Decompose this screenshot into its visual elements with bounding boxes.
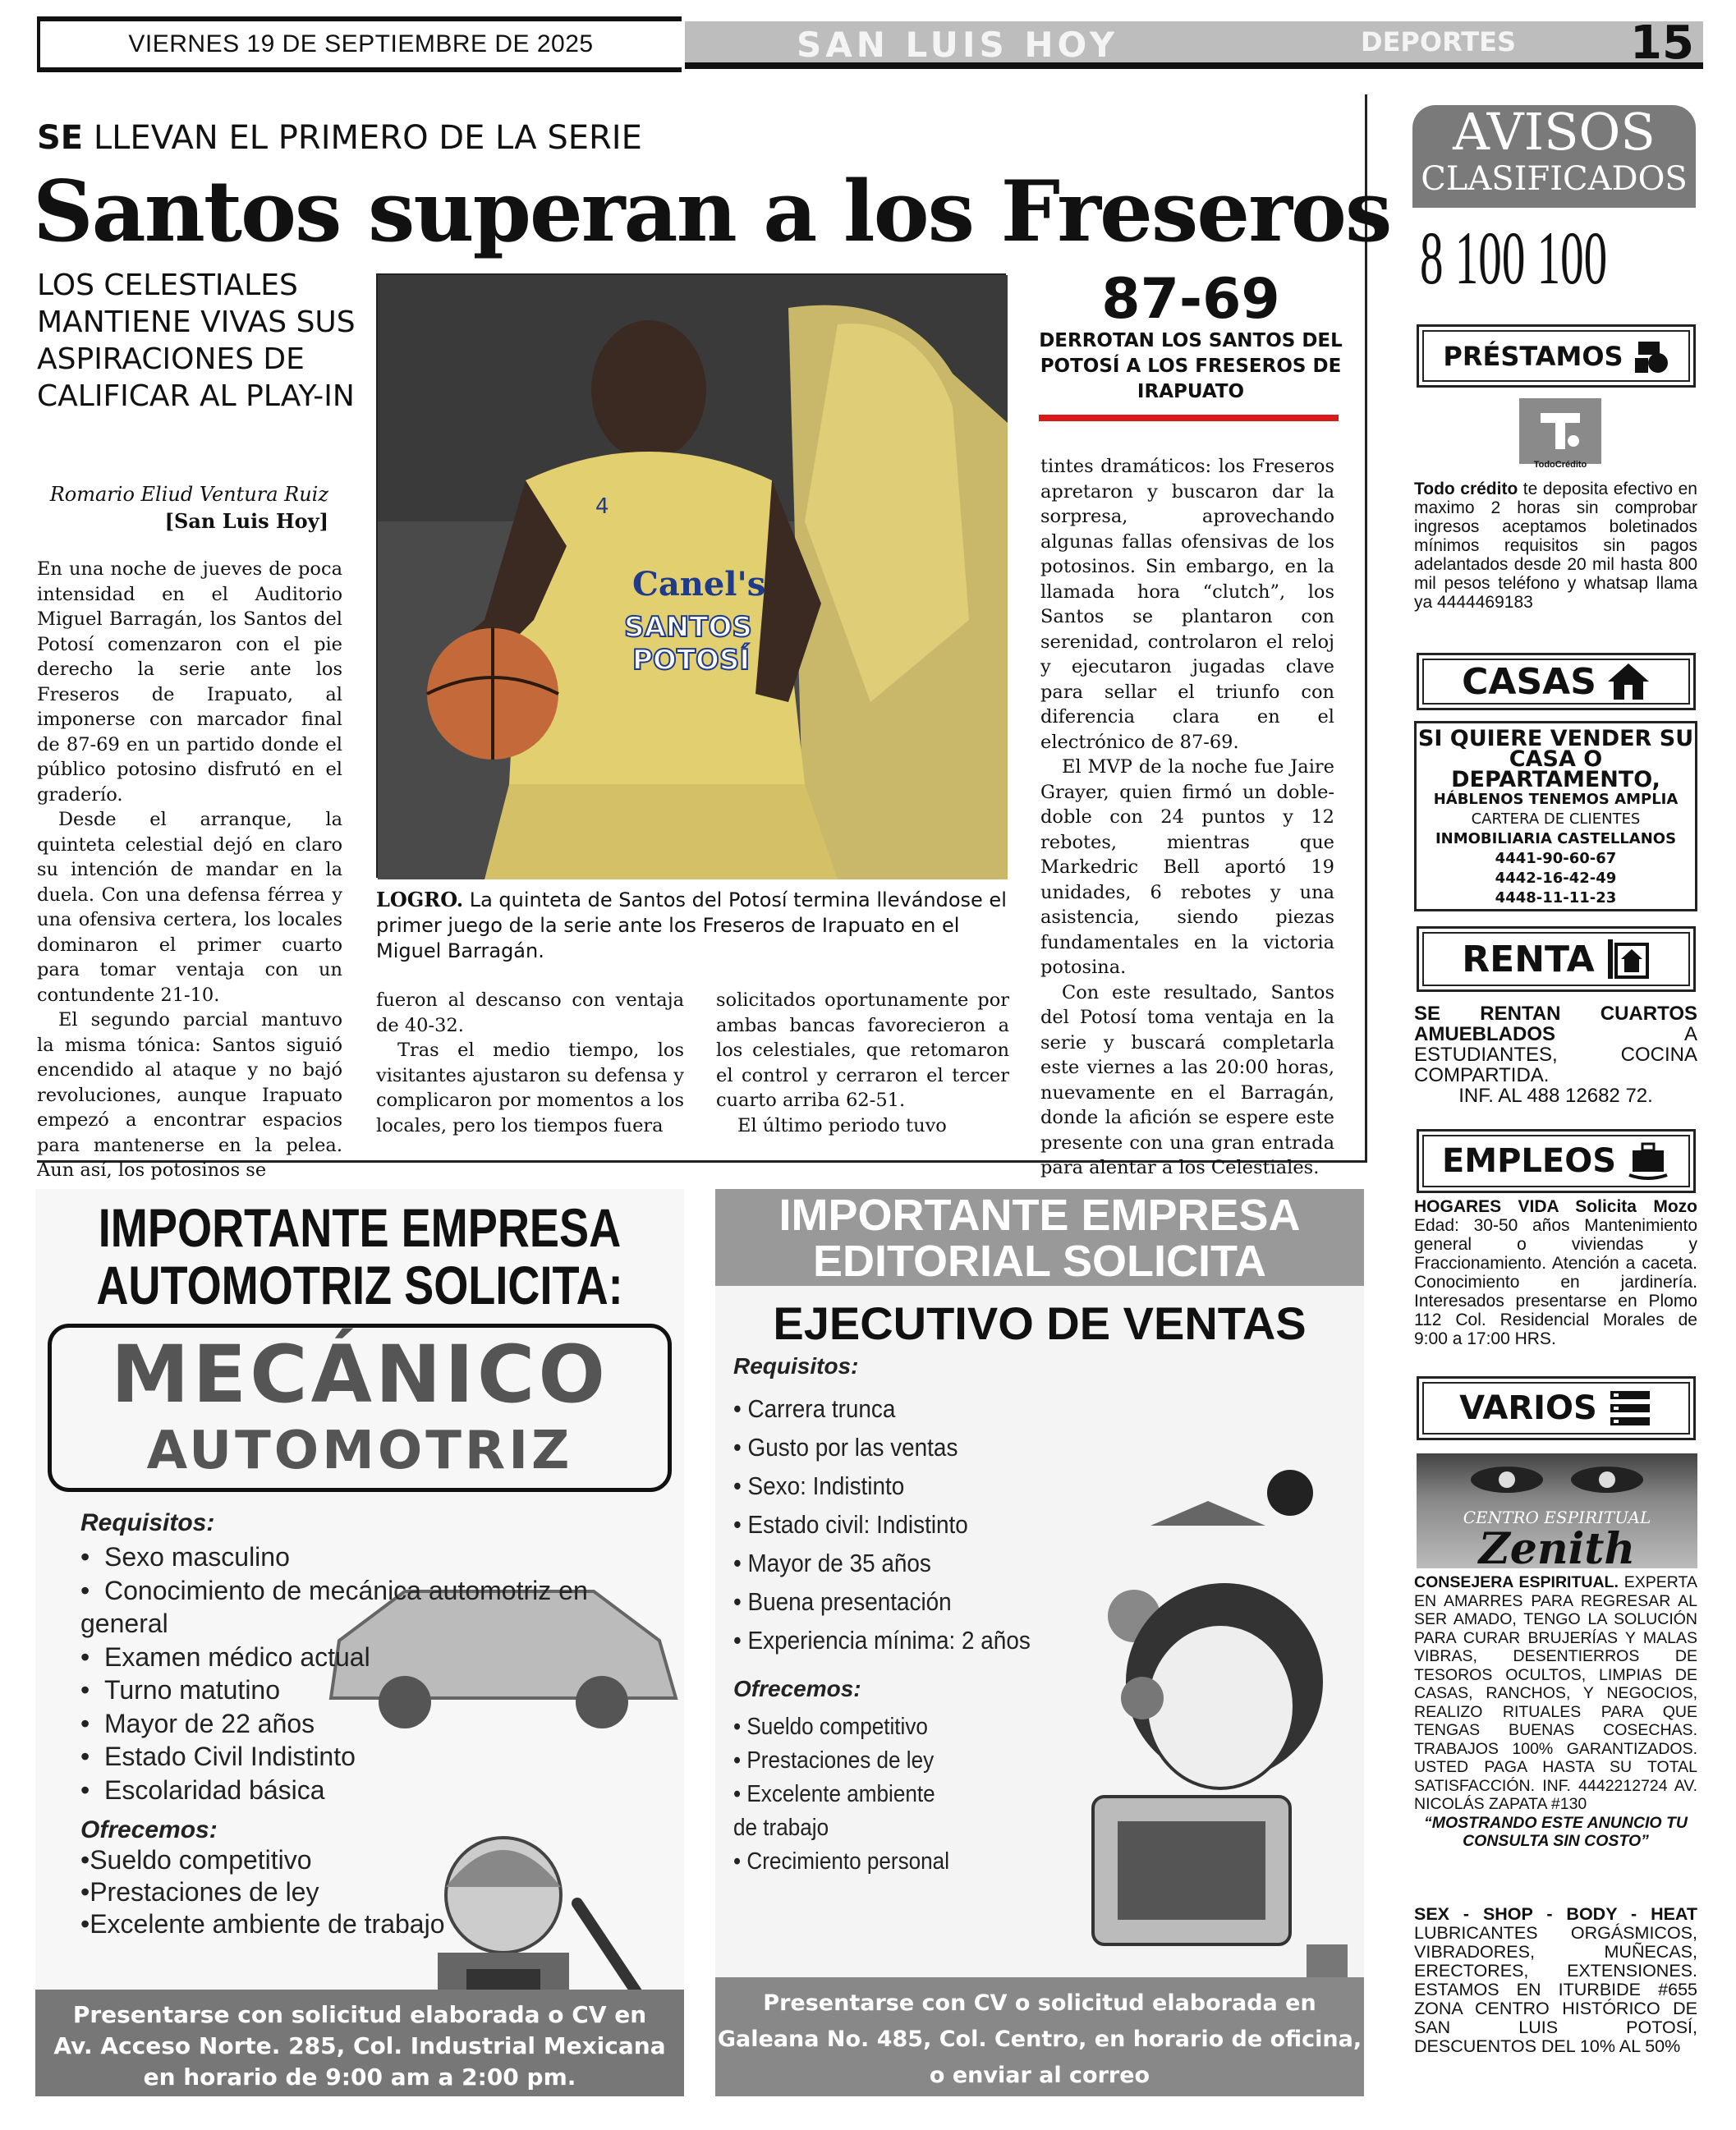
zenith-subtitle: CENTRO ESPIRITUAL xyxy=(1463,1508,1651,1527)
sexshop-text xyxy=(1414,1905,1697,2056)
score-subtitle: DERROTAN LOS SANTOS DEL POTOSÍ A LOS FRESEROS DE IRAPUATO xyxy=(1039,330,1343,402)
offer-item: • Crecimiento personal xyxy=(733,1848,950,1875)
requirement-text: Conocimiento de mecánica automotriz en general xyxy=(80,1575,588,1638)
renta-info: INF. AL 488 12682 72. xyxy=(1458,1085,1653,1107)
ad-mecanico-footer-line: en horario de 9:00 am a 2:00 pm. xyxy=(143,2063,576,2091)
paragraph: tintes dramáticos: los Freseros apretaron y buscaron dar la sorpresa, aprovechando algunas fallas ofensivas de los potosinos. Sin embargo, en la llamada hora “clutch”, los Santos se plantaron con serenidad, controlaron el reloj y ejecutaron jugadas clave para sellar el triunfo con diferencia clara en el electrónico de 87-69. xyxy=(1040,456,1334,753)
ad-editorial-footer-line: o enviar al correo recursos.humanos@pulsoslp.com.mx xyxy=(808,2063,1271,2124)
consejera-text xyxy=(1414,1573,1697,1851)
article-deck: LOS CELESTIALES MANTIENE VIVAS SUS ASPIRACIONES DE CALIFICAR AL PLAY-IN xyxy=(37,269,356,413)
sexshop-body: LUBRICANTES ORGÁSMICOS, VIBRADORES, MUÑECAS, ERECTORES, EXTENSIONES. ESTAMOS EN ITURBIDE #655 ZONA CENTRO HISTÓRICO DE SAN LUIS POTOSÍ, DESCUENTOS DEL 10% AL 50% xyxy=(1414,1923,1697,2056)
classifieds-phone-number: 8 100 100 xyxy=(1420,216,1608,300)
article-column-1 xyxy=(37,557,342,1183)
requirement-item: • Experiencia mínima: 2 años xyxy=(733,1626,1031,1655)
todocredito-logo xyxy=(1519,398,1601,464)
caption-bold: LOGRO. xyxy=(376,888,464,911)
consejera-quote: “MOSTRANDO ESTE ANUNCIO TU CONSULTA SIN COSTO” xyxy=(1423,1813,1688,1850)
article-column-2 xyxy=(376,988,684,1138)
requirement-item: • Examen médico actual xyxy=(80,1641,370,1672)
caption-text: La quinteta de Santos del Potosí termina llevándose el primer juego de la serie ante los Freseros de Irapuato en el Miguel Barragán. xyxy=(376,888,1007,962)
publication-name: SAN LUIS HOY xyxy=(797,25,1119,65)
basketball-player-illustration xyxy=(378,275,1008,879)
offer-item: •Prestaciones de ley xyxy=(80,1877,319,1907)
category-empleos xyxy=(1417,1129,1696,1193)
category-renta xyxy=(1417,926,1696,992)
casas-line-1: SI QUIERE VENDER SU CASA O DEPARTAMENTO, xyxy=(1417,726,1694,792)
renta-body: A ESTUDIANTES, COCINA COMPARTIDA. xyxy=(1414,1023,1697,1086)
author-name: Romario Eliud Ventura Ruiz xyxy=(49,483,328,506)
ad-mecanico-footer-line: Presentarse con solicitud elaborada o CV en xyxy=(72,2001,647,2028)
requirement-item: • Carrera trunca xyxy=(733,1394,896,1423)
ad-editorial-title-1: IMPORTANTE EMPRESA xyxy=(778,1191,1301,1240)
jersey-sponsor: Canel's xyxy=(632,565,766,604)
kicker-bold: SE xyxy=(37,119,84,157)
article-photo xyxy=(376,273,1006,878)
category-label: CASAS xyxy=(1462,660,1596,703)
article-column-3 xyxy=(716,988,1009,1138)
section-name: DEPORTES xyxy=(1361,26,1517,57)
empleos-body: Edad: 30-50 años Mantenimiento general o viviendas y Fraccionamiento. Atención a caceta. Conocimiento en jardinería. Interesados presentarse en Plomo 112 Col. Residencial Morales de 9:00 a 17:00 HRS. xyxy=(1414,1216,1697,1348)
requirement-item: • Escolaridad básica xyxy=(80,1774,325,1805)
requirement-item: • Buena presentación xyxy=(733,1587,952,1616)
casas-phone: 4448-11-11-23 xyxy=(1495,889,1617,907)
requirement-text: Examen médico actual xyxy=(103,1641,370,1672)
classifieds-title-box xyxy=(1412,102,1696,208)
requirement-item: • Sexo: Indistinto xyxy=(733,1471,905,1500)
article-headline: Santos superan a los Freseros xyxy=(33,163,1391,261)
ad-mecanico-role-box xyxy=(48,1324,672,1492)
prestamos-body: te deposita efectivo en maximo 2 horas sin comprobar ingresos aceptamos boletinados mínimos requisitos sin pagos adelantados desde 20 mil hasta 800 mil pesos teléfono y whatsap llama ya 4444469183 xyxy=(1414,480,1697,612)
ad-mecanico xyxy=(35,1189,684,2096)
offer-item: • Sueldo competitivo xyxy=(733,1714,928,1740)
requirement-text: Escolaridad básica xyxy=(103,1774,325,1805)
rent-building-icon xyxy=(1605,936,1651,982)
ad-editorial xyxy=(715,1189,1364,2124)
requirement-text: Sexo masculino xyxy=(103,1542,290,1572)
ad-mecanico-req-title: Requisitos: xyxy=(80,1509,215,1536)
offer-item: • Prestaciones de ley xyxy=(733,1747,935,1774)
offer-item: • Excelente ambiente de trabajo xyxy=(733,1781,935,1841)
jersey-team-1: SANTOS xyxy=(624,611,752,644)
category-prestamos xyxy=(1417,324,1696,388)
score-highlight: 87-69 xyxy=(1101,267,1280,332)
zenith-name: Zenith xyxy=(1478,1524,1636,1574)
ad-editorial-req-title: Requisitos: xyxy=(733,1353,859,1379)
jersey-team-2: POTOSÍ xyxy=(632,644,751,677)
ad-mecanico-requirements xyxy=(80,1509,606,1940)
empleos-text xyxy=(1414,1197,1697,1348)
money-icon xyxy=(1633,338,1669,374)
paragraph: El MVP de la noche fue Jaire Grayer, quien firmó un doble-doble con 24 puntos y 12 rebotes, mientras que Markedric Bell aportó 19 unidades, 6 rebotes y una asistencia, siendo piezas fundamentales en la victoria potosina. xyxy=(1040,756,1334,978)
todocredito-logo-mark xyxy=(1536,406,1585,456)
page-number: 15 xyxy=(1630,16,1694,70)
category-label: EMPLEOS xyxy=(1441,1142,1617,1180)
article-column-4 xyxy=(1040,454,1334,1181)
header-date: VIERNES 19 DE SEPTIEMBRE DE 2025 xyxy=(128,30,594,57)
category-varios xyxy=(1417,1376,1696,1440)
paragraph: El segundo parcial mantuvo la misma tónica: Santos siguió encendido al ataque y no bajó revoluciones, aunque Irapuato empezó a encontrar espacios para mantenerse en la pelea. Aun así, los potosinos se xyxy=(37,1009,342,1181)
renta-bold: SE RENTAN CUARTOS AMUEBLADOS xyxy=(1414,1003,1697,1045)
casas-line-2: HÁBLENOS TENEMOS AMPLIA xyxy=(1433,791,1679,808)
category-label: PRÉSTAMOS xyxy=(1443,340,1623,372)
author-source: [San Luis Hoy] xyxy=(164,509,328,533)
ad-mecanico-title-2: AUTOMOTRIZ SOLICITA: xyxy=(96,1255,623,1315)
renta-text xyxy=(1414,1003,1697,1106)
consejera-body: EXPERTA EN AMARRES PARA REGRESAR AL SER AMADO, TENGO LA SOLUCIÓN PARA CURAR BRUJERÍAS Y MALAS VIBRAS, DESENTIERROS DE TESOROS OCULTOS, LIMPIAS DE CASAS, RANCHOS, Y NEGOCIOS, REALIZO RITUALES PARA QUE TENGAS BUENAS COSECHAS. TRABAJOS 100% GARANTIZADOS. USTED PAGA HASTA SU TOTAL SATISFACCIÓN. INF. 4442212724 AV. NICOLÁS ZAPATA #130 xyxy=(1414,1573,1697,1813)
list-icon xyxy=(1607,1388,1653,1429)
ad-editorial-footer-line: Galeana No. 485, Col. Centro, en horario de oficina, xyxy=(717,2027,1362,2052)
requirement-text: Turno matutino xyxy=(103,1675,281,1705)
ad-mecanico-footer xyxy=(35,1990,684,2096)
category-label: RENTA xyxy=(1462,938,1595,980)
prestamos-text xyxy=(1414,480,1697,612)
consejera-bold: CONSEJERA ESPIRITUAL. xyxy=(1414,1573,1619,1591)
casas-line-3: CARTERA DE CLIENTES xyxy=(1471,810,1641,828)
paragraph: El último periodo tuvo xyxy=(737,1114,947,1136)
ad-editorial-offer-title: Ofrecemos: xyxy=(733,1676,861,1701)
requirement-item: • Gusto por las ventas xyxy=(733,1433,958,1462)
requirement-item: • Estado Civil Indistinto xyxy=(80,1742,356,1771)
ad-editorial-title-2: EDITORIAL SOLICITA xyxy=(812,1237,1267,1286)
requirement-item: • Mayor de 35 años xyxy=(733,1549,931,1577)
category-casas xyxy=(1417,653,1696,710)
briefcase-icon xyxy=(1626,1139,1670,1183)
requirement-item: • Turno matutino xyxy=(80,1675,281,1705)
paragraph: fueron al descanso con ventaja de 40-32. xyxy=(376,989,684,1036)
casas-phone: 4442-16-42-49 xyxy=(1495,870,1617,887)
classifieds-title-1: AVISOS xyxy=(1453,102,1656,162)
requirement-text: Estado Civil Indistinto xyxy=(103,1742,356,1771)
category-label: VARIOS xyxy=(1459,1389,1597,1427)
casas-phone: 4441-90-60-67 xyxy=(1495,850,1617,867)
ad-editorial-footer xyxy=(715,1977,1364,2124)
casas-ad xyxy=(1414,721,1697,911)
requirement-text: Mayor de 22 años xyxy=(103,1708,315,1738)
kicker-rest: LLEVAN EL PRIMERO DE LA SERIE xyxy=(93,119,642,157)
paragraph: Tras el medio tiempo, los visitantes ajustaron su defensa y complicaron por momentos a los locales, pero los tiempos fuera xyxy=(376,1040,684,1136)
ad-mecanico-title-1: IMPORTANTE EMPRESA xyxy=(98,1197,622,1258)
classifieds-phone xyxy=(1417,215,1700,301)
ad-editorial-footer-line: Presentarse con CV o solicitud elaborada en xyxy=(763,1990,1316,2016)
paragraph: Con este resultado, Santos del Potosí toma ventaja en la serie y buscará completarla este viernes a las 20:00 horas, nuevamente en el Barragán, donde la afición se espere este presente con una gran entrada para alentar a los Celestiales. xyxy=(1040,981,1334,1178)
requirement-item: • Estado civil: Indistinto xyxy=(733,1510,968,1539)
ad-editorial-requirements xyxy=(733,1353,1111,1879)
photo-caption xyxy=(376,887,1013,964)
eyes-illustration xyxy=(1417,1453,1697,1503)
offer-item: •Sueldo competitivo xyxy=(80,1845,312,1875)
ad-mecanico-role-2: AUTOMOTRIZ xyxy=(146,1421,573,1481)
sexshop-bold: SEX - SHOP - BODY - HEAT xyxy=(1414,1904,1697,1924)
requirement-item: • Mayor de 22 años xyxy=(80,1708,315,1738)
header-date-box xyxy=(37,16,682,72)
casas-line-4: INMOBILIARIA CASTELLANOS xyxy=(1435,830,1677,847)
house-icon xyxy=(1606,662,1651,701)
requirement-item: • Sexo masculino xyxy=(80,1542,290,1572)
classifieds-title-2: CLASIFICADOS xyxy=(1421,160,1688,198)
offer-item: •Excelente ambiente de trabajo xyxy=(80,1909,445,1939)
ad-mecanico-footer-line: Av. Acceso Norte. 285, Col. Industrial Mexicana xyxy=(53,2032,666,2059)
prestamos-bold: Todo crédito xyxy=(1414,480,1518,498)
paragraph: solicitados oportunamente por ambas bancas favorecieron a los celestiales, que retomaron el control y cerraron el tercer cuarto arriba 62-51. xyxy=(716,989,1009,1111)
score-accent-rule xyxy=(1039,415,1339,421)
zenith-banner xyxy=(1417,1453,1697,1574)
paragraph: Desde el arranque, la quinteta celestial dejó en claro su intención de mandar en la duela. Con una defensa férrea y una ofensiva certera, los locales dominaron el primer cuarto para tomar ventaja con un contundente 21-10. xyxy=(37,809,342,1006)
ad-mecanico-offer-title: Ofrecemos: xyxy=(80,1816,218,1843)
article-kicker xyxy=(37,119,642,157)
ad-editorial-role: EJECUTIVO DE VENTAS xyxy=(773,1297,1307,1349)
paragraph: En una noche de jueves de poca intensidad en el Auditorio Miguel Barragán, los Santos del Potosí comenzaron con el pie derecho la serie ante los Freseros de Irapuato, al imponerse con marcador final de 87-69 en un partido donde el público potosino disfrutó en el graderío. xyxy=(37,558,342,806)
jersey-number: 4 xyxy=(595,494,609,519)
empleos-bold: HOGARES VIDA Solicita Mozo xyxy=(1414,1197,1697,1216)
todocredito-caption: TodoCrédito xyxy=(1533,460,1587,470)
ad-mecanico-role-1: MECÁNICO xyxy=(111,1329,609,1421)
requirement-item: • Conocimiento de mecánica automotriz en general xyxy=(80,1575,588,1638)
ad-editorial-title-band xyxy=(715,1189,1364,1286)
